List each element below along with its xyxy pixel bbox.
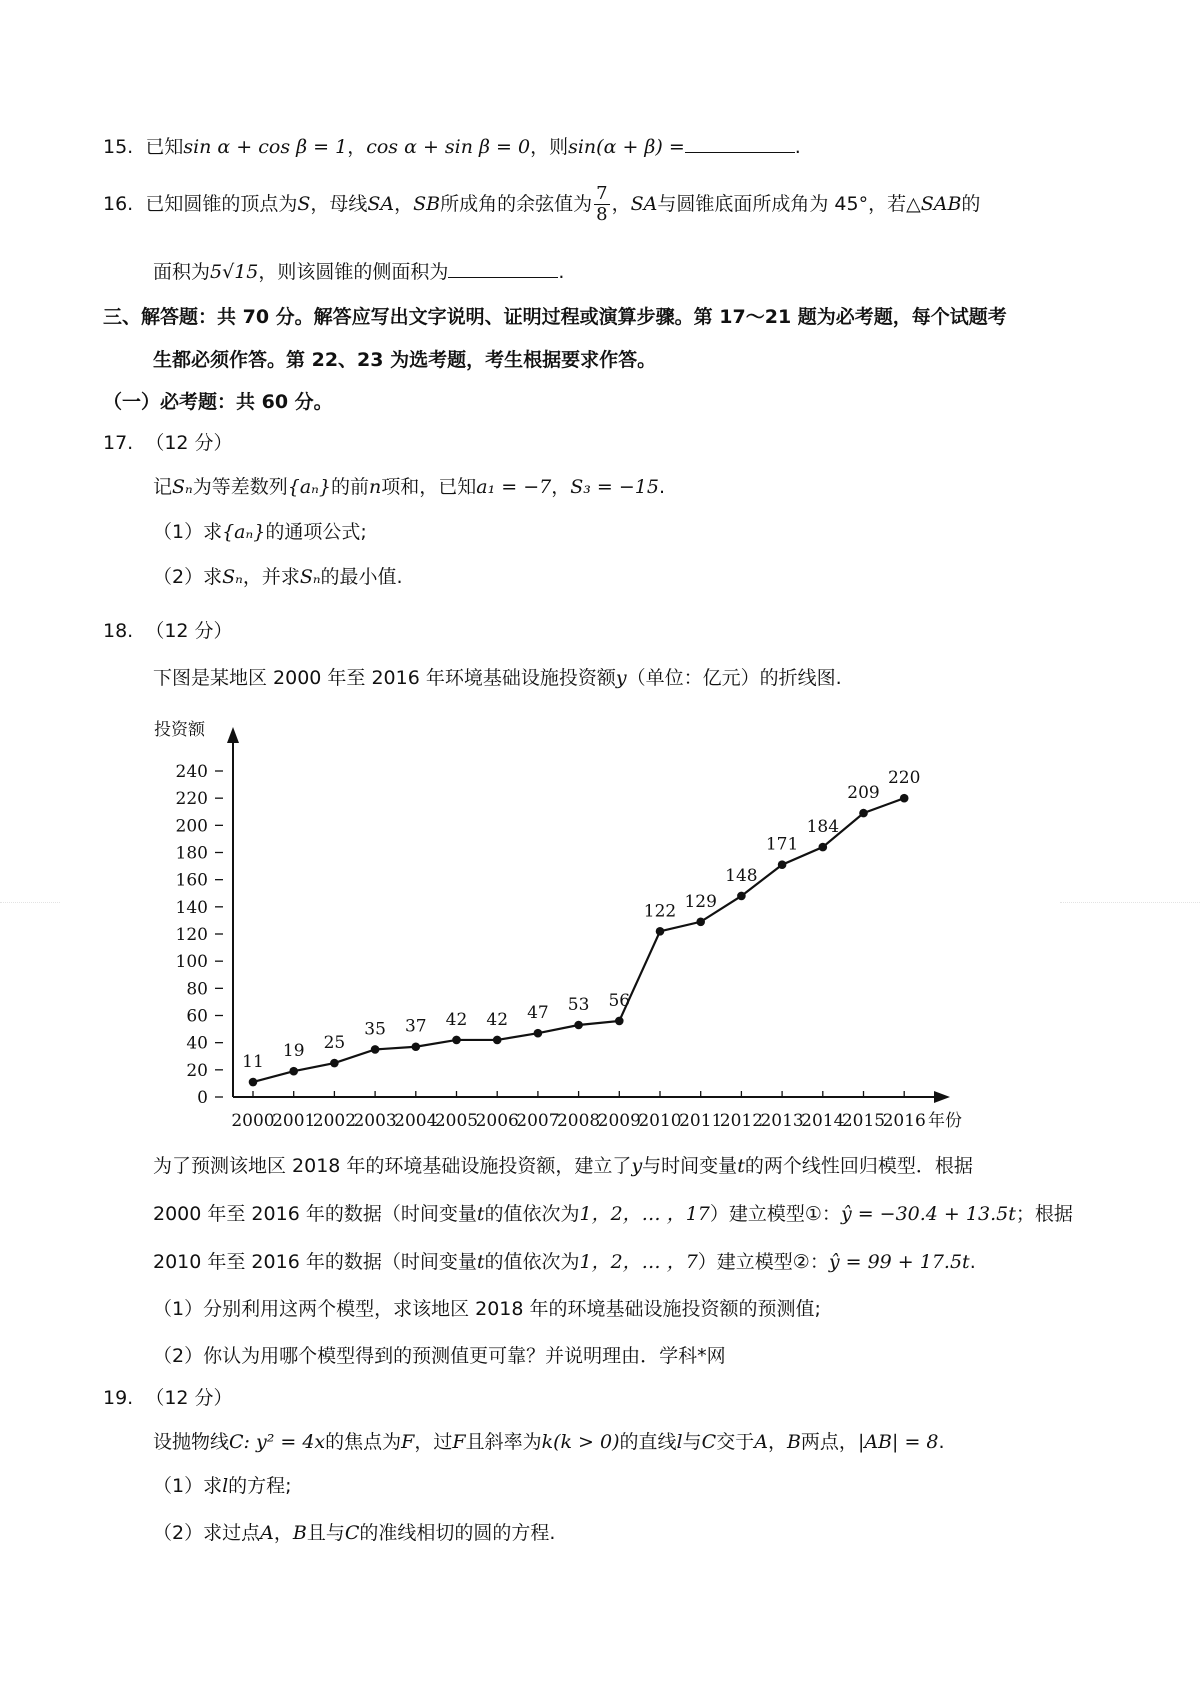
y-tick-label: 240 — [175, 762, 208, 782]
y-axis-label: 投资额 — [154, 720, 205, 740]
data-point — [249, 1078, 258, 1087]
data-label: 19 — [282, 1041, 305, 1062]
x-tick-label: 2007 — [516, 1111, 560, 1131]
data-point — [371, 1045, 380, 1054]
data-label: 53 — [567, 995, 590, 1016]
data-point — [412, 1042, 421, 1051]
y-tick-label: 0 — [197, 1088, 208, 1108]
data-point — [574, 1021, 583, 1030]
data-label: 42 — [445, 1009, 468, 1030]
question-17-part-2: （2）求Sₙ，并求Sₙ的最小值. — [153, 566, 403, 588]
model-2: ŷ = 99 + 17.5t — [828, 1251, 970, 1273]
x-tick-label: 2002 — [312, 1111, 357, 1131]
question-17-part-1: （1）求{aₙ}的通项公式; — [153, 521, 367, 543]
data-point — [493, 1036, 502, 1045]
equation: sin(α + β) = — [568, 136, 685, 158]
data-label: 148 — [725, 865, 758, 886]
data-point — [656, 927, 665, 936]
data-point — [859, 809, 868, 818]
x-tick-label: 2001 — [272, 1111, 316, 1131]
subsection-heading: （一）必考题：共 60 分。 — [103, 391, 333, 413]
line-chart — [150, 715, 1050, 1135]
question-15: 15. 已知sin α + cos β = 1，cos α + sin β = 0，则sin(α + β) = . — [103, 136, 801, 158]
data-point — [615, 1017, 624, 1026]
data-label: 220 — [887, 768, 921, 789]
y-axis-arrow — [227, 727, 239, 743]
data-label: 37 — [404, 1016, 427, 1037]
data-point — [289, 1067, 298, 1076]
answer-blank — [685, 134, 795, 153]
x-tick-label: 2005 — [434, 1111, 479, 1131]
question-19-part-2: （2）求过点A，B且与C的准线相切的圆的方程. — [153, 1522, 556, 1544]
data-point — [778, 860, 787, 869]
chart-axes — [154, 719, 962, 1131]
data-point — [900, 794, 909, 803]
question-17-stem: 记Sₙ为等差数列{aₙ}的前n项和，已知a₁ = −7，S₃ = −15. — [153, 476, 665, 498]
data-point — [696, 917, 705, 926]
question-number: 19. — [103, 1387, 134, 1409]
section-heading: 三、解答题：共 70 分。解答应写出文字说明、证明过程或演算步骤。第 17～21 题为必考题，每个试题考 — [103, 306, 1007, 328]
x-tick-label: 2015 — [841, 1111, 886, 1131]
question-number: 17. — [103, 432, 134, 454]
data-label: 35 — [364, 1019, 386, 1040]
x-tick-label: 2011 — [679, 1111, 723, 1131]
question-19-part-1: （1）求l的方程; — [153, 1475, 292, 1497]
data-label: 209 — [847, 783, 880, 804]
data-label: 129 — [684, 891, 717, 912]
data-label: 47 — [527, 1003, 549, 1024]
question-18-part-1: （1）分别利用这两个模型，求该地区 2018 年的环境基础设施投资额的预测值; — [153, 1298, 821, 1320]
x-tick-label: 2013 — [760, 1111, 804, 1131]
data-point — [452, 1036, 461, 1045]
y-tick-label: 60 — [186, 1006, 208, 1027]
question-18-header — [103, 617, 233, 645]
y-tick-label: 160 — [175, 870, 208, 891]
y-tick-label: 80 — [186, 979, 208, 1000]
data-label: 25 — [323, 1033, 346, 1054]
score: （12 分） — [145, 432, 233, 454]
y-tick-label: 220 — [175, 789, 208, 810]
divider — [1060, 902, 1200, 903]
question-18-part-2: （2）你认为用哪个模型得到的预测值更可靠？并说明理由．学科*网 — [153, 1345, 726, 1367]
question-16-line-2: 面积为5√15，则该圆锥的侧面积为 . — [153, 261, 565, 283]
x-tick-label: 2009 — [597, 1111, 641, 1131]
x-tick-label: 2008 — [556, 1111, 601, 1131]
question-18-text-1: 为了预测该地区 2018 年的环境基础设施投资额，建立了y与时间变量t的两个线性回归模型．根据 — [153, 1155, 973, 1177]
section-heading-line-2: 生都必须作答。第 22、23 为选考题，考生根据要求作答。 — [153, 349, 657, 371]
y-tick-label: 140 — [175, 897, 208, 918]
data-point — [819, 843, 828, 852]
data-point — [737, 892, 746, 901]
data-label: 11 — [242, 1052, 264, 1073]
data-label: 122 — [643, 901, 677, 922]
y-tick-label: 120 — [175, 925, 208, 945]
data-label: 42 — [486, 1009, 509, 1030]
x-tick-label: 2000 — [231, 1111, 275, 1131]
data-label: 56 — [608, 990, 631, 1011]
area-value: 5√15 — [210, 261, 259, 283]
y-tick-label: 40 — [186, 1033, 208, 1054]
y-ticks — [176, 762, 223, 1108]
data-point — [330, 1059, 339, 1068]
x-tick-label: 2003 — [353, 1111, 397, 1131]
divider — [0, 902, 60, 903]
question-17-header — [103, 429, 233, 457]
x-axis-label: 年份 — [928, 1111, 962, 1131]
question-16: 16. 已知圆锥的顶点为S，母线SA，SB所成角的余弦值为 $\frac{7}{8}$ ，SA与圆锥底面所成角为 45°，若△SAB的 — [103, 183, 981, 225]
y-tick-label: 200 — [175, 816, 208, 837]
fraction: $\frac{7}{8}$ — [596, 183, 608, 225]
data-label: 184 — [806, 817, 840, 838]
data-point — [534, 1029, 543, 1038]
series-polyline — [253, 798, 904, 1082]
x-tick-label: 2012 — [719, 1111, 764, 1131]
question-18-text-3: 2010 年至 2016 年的数据（时间变量t的值依次为1，2，… ，7）建立模型②：ŷ = 99 + 17.5t. — [153, 1251, 976, 1273]
x-tick-label: 2016 — [882, 1111, 926, 1131]
question-number: 16. — [103, 193, 134, 215]
score: （12 分） — [145, 620, 233, 642]
question-18-text-2: 2000 年至 2016 年的数据（时间变量t的值依次为1，2，… ，17）建立模型①：ŷ = −30.4 + 13.5t；根据 — [153, 1203, 1073, 1225]
x-tick-label: 2010 — [638, 1111, 682, 1131]
y-tick-label: 100 — [175, 952, 208, 973]
equation: cos α + sin β = 0 — [366, 136, 531, 158]
series-line — [249, 794, 909, 1086]
question-number: 15. — [103, 136, 134, 158]
equation: sin α + cos β = 1 — [183, 136, 348, 158]
x-axis-arrow — [934, 1091, 950, 1103]
x-tick-label: 2006 — [475, 1111, 519, 1131]
answer-blank — [448, 259, 558, 278]
question-18-intro: 下图是某地区 2000 年至 2016 年环境基础设施投资额y（单位：亿元）的折线图. — [153, 667, 842, 689]
question-19-stem: 设抛物线C: y² = 4x的焦点为F，过F且斜率为k(k > 0)的直线l与C交于A，B两点，|AB| = 8. — [153, 1431, 945, 1453]
y-tick-label: 180 — [175, 843, 208, 864]
y-tick-label: 20 — [186, 1060, 208, 1081]
model-1: ŷ = −30.4 + 13.5t — [840, 1203, 1016, 1225]
question-number: 18. — [103, 620, 134, 642]
x-tick-label: 2014 — [801, 1111, 845, 1131]
score: （12 分） — [145, 1387, 233, 1409]
question-19-header — [103, 1384, 233, 1412]
x-tick-label: 2004 — [394, 1111, 438, 1131]
data-label: 171 — [765, 834, 799, 855]
